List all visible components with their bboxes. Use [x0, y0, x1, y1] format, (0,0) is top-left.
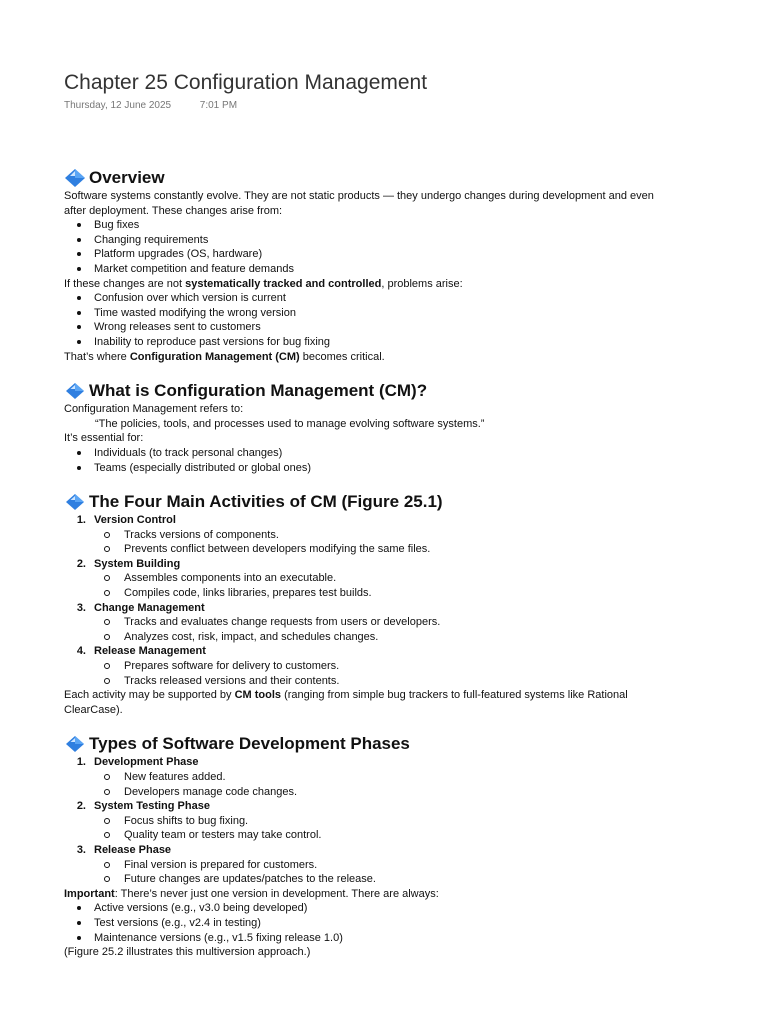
section-overview	[64, 167, 768, 364]
page-title: Chapter 25 Configuration Management	[64, 71, 428, 94]
page-time: 7:01 PM	[199, 100, 238, 111]
activities-list	[64, 513, 768, 688]
section-four-activities	[64, 491, 768, 717]
sub-item: Developers manage code changes.	[124, 785, 768, 800]
activity-item: 4. Release Management Prepares software for delivery to customers. Tracks released versions and their contents.	[94, 644, 768, 688]
sub-item: Focus shifts to bug fixing.	[124, 814, 768, 829]
list-item: Teams (especially distributed or global ones)	[94, 461, 768, 476]
page-meta	[64, 100, 768, 114]
essential-list	[64, 446, 768, 475]
activities-note: Each activity may be supported by CM tools (ranging from simple bug trackers to full-featured systems like Rational ClearCase).	[64, 689, 628, 716]
section-heading-text: What is Configuration Management (CM)?	[89, 381, 428, 401]
problems-intro: If these changes are not systematically tracked and controlled, problems arise:	[64, 277, 463, 290]
section-what-is-cm	[64, 380, 768, 475]
section-heading-text: Overview	[89, 168, 165, 187]
section-heading-overview	[64, 167, 768, 189]
section-heading-phases	[64, 733, 768, 755]
phase-item: 2. System Testing Phase Focus shifts to bug fixing. Quality team or testers may take control.	[94, 799, 768, 843]
blue-diamond-icon	[64, 381, 86, 401]
phases-list	[64, 755, 768, 886]
activity-item: 3. Change Management Tracks and evaluates change requests from users or developers. Analyzes cost, risk, impact, and schedules changes.	[94, 601, 768, 645]
problems-list	[64, 291, 768, 349]
phase-item: 3. Release Phase Final version is prepared for customers. Future changes are updates/patches to the release.	[94, 843, 768, 887]
overview-closing: That’s where Configuration Management (CM) becomes critical.	[64, 350, 385, 363]
list-item: Changing requirements	[94, 233, 768, 248]
section-phases	[64, 733, 768, 959]
sub-item: Prevents conflict between developers modifying the same files.	[124, 542, 768, 557]
activity-item: 2. System Building Assembles components into an executable. Compiles code, links libraries, prepares test builds.	[94, 557, 768, 601]
cm-definition-quote: “The policies, tools, and processes used to manage evolving software systems.”	[95, 417, 485, 430]
list-item: Test versions (e.g., v2.4 in testing)	[94, 916, 768, 931]
sub-item: Tracks versions of components.	[124, 528, 768, 543]
list-item: Confusion over which version is current	[94, 291, 768, 306]
list-item: Platform upgrades (OS, hardware)	[94, 247, 768, 262]
sub-item: Analyzes cost, risk, impact, and schedules changes.	[124, 630, 768, 645]
sub-item: Final version is prepared for customers.	[124, 858, 768, 873]
sub-item: Assembles components into an executable.	[124, 571, 768, 586]
list-item: Maintenance versions (e.g., v1.5 fixing release 1.0)	[94, 931, 768, 946]
section-heading-what-is-cm	[64, 380, 768, 402]
section-heading-text: The Four Main Activities of CM (Figure 25.1)	[89, 492, 443, 512]
section-heading-text: Types of Software Development Phases	[89, 734, 410, 754]
overview-intro: Software systems constantly evolve. They are not static products — they undergo changes during development and even after deployment. These changes arise from:	[64, 190, 654, 217]
sub-item: New features added.	[124, 770, 768, 785]
cm-refers: Configuration Management refers to:	[64, 403, 244, 416]
blue-diamond-icon	[64, 734, 86, 754]
blue-diamond-icon	[64, 168, 86, 188]
page-date: Thursday, 12 June 2025	[64, 100, 172, 111]
blue-diamond-icon	[64, 492, 86, 512]
sub-item: Tracks released versions and their contents.	[124, 674, 768, 689]
sub-item: Tracks and evaluates change requests from users or developers.	[124, 615, 768, 630]
list-item: Inability to reproduce past versions for bug fixing	[94, 335, 768, 350]
section-heading-activities	[64, 491, 768, 513]
important-note: Important: There’s never just one version in development. There are always:	[64, 887, 439, 900]
list-item: Wrong releases sent to customers	[94, 320, 768, 335]
causes-list	[64, 218, 768, 276]
sub-item: Prepares software for delivery to customers.	[124, 659, 768, 674]
list-item: Active versions (e.g., v3.0 being developed)	[94, 901, 768, 916]
list-item: Time wasted modifying the wrong version	[94, 306, 768, 321]
activity-item: 1. Version Control Tracks versions of components. Prevents conflict between developers modifying the same files.	[94, 513, 768, 557]
figure-note: (Figure 25.2 illustrates this multiversion approach.)	[64, 946, 311, 959]
sub-item: Future changes are updates/patches to the release.	[124, 872, 768, 887]
cm-essential: It’s essential for:	[64, 432, 144, 445]
sub-item: Compiles code, links libraries, prepares test builds.	[124, 586, 768, 601]
list-item: Bug fixes	[94, 218, 768, 233]
sub-item: Quality team or testers may take control.	[124, 828, 768, 843]
list-item: Individuals (to track personal changes)	[94, 446, 768, 461]
versions-list	[64, 901, 768, 945]
phase-item: 1. Development Phase New features added. Developers manage code changes.	[94, 755, 768, 799]
list-item: Market competition and feature demands	[94, 262, 768, 277]
